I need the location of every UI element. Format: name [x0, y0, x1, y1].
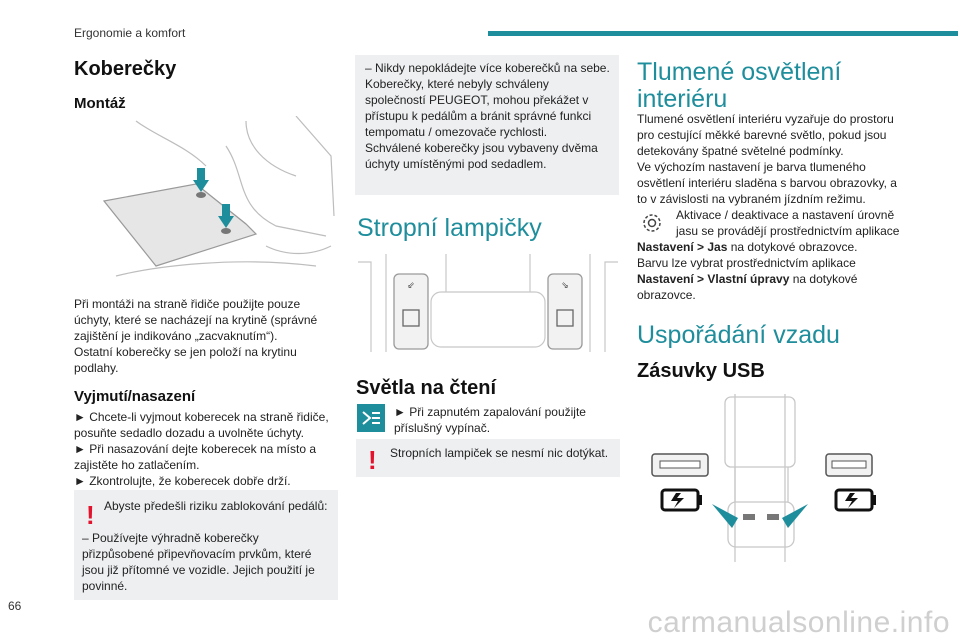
usb-sockets-illustration: [640, 392, 880, 570]
tlumene-paragraph-3c: na dotykové obrazovce.: [730, 240, 858, 254]
usb-sockets-drawing: [640, 392, 880, 570]
info-box-mats: [355, 55, 619, 195]
vyjmuti-step-2: ► Při nasazování dejte koberecek na místo a zajistěte ho zatlačením.: [74, 442, 317, 472]
ceiling-lamp-illustration: [356, 252, 620, 362]
lamps-warning-text: Stropních lampiček se nesmí nic dotýkat.: [390, 446, 609, 460]
section-title-koberecky: Koberečky: [74, 58, 177, 80]
menu-path-vlastni-upravy: Nastavení > Vlastní úpravy: [637, 272, 790, 286]
info-box-line-1: – Nikdy nepokládejte více koberečků na sebe.: [365, 61, 610, 75]
section-title-stropni-lampicky: Stropní lampičky: [357, 214, 542, 242]
svg-text:⇙: ⇙: [407, 281, 415, 291]
tlumene-paragraph-3a: Aktivace / deaktivace a nastavení úrovně jasu se provádějí prostřednictvím aplikace: [676, 208, 900, 238]
vyjmuti-step-3: ► Zkontrolujte, že koberecek dobře drží.: [74, 474, 291, 488]
pointer-arrow-left: [712, 504, 738, 528]
page-number: 66: [8, 599, 22, 613]
menu-path-jas: Nastavení > Jas: [637, 240, 728, 254]
info-box-line-2: Koberečky, které nebyly schváleny společností PEUGEOT, mohou překážet v přístupu k pedálům a bránit správné funkci tempomatu / omezovače rychlosti.: [365, 77, 592, 139]
floor-mat-drawing: [96, 116, 336, 286]
tlumene-paragraph-4c: na dotykové obrazovce.: [637, 272, 858, 302]
montaz-paragraph-1: Při montáži na straně řidiče použijte pouze úchyty, které se nacházejí na krytině (správné zajištění je indikováno „zacvaknutím“).: [74, 297, 318, 343]
vyjmuti-step-1: ► Chcete-li vyjmout koberecek na straně řidiče, posuňte sedadlo dozadu a uvolněte úchyty.: [74, 410, 329, 440]
tlumene-paragraph-4a: Barvu lze vybrat prostřednictvím aplikace: [637, 256, 856, 270]
usb-title: Zásuvky USB: [637, 360, 765, 382]
ceiling-lamp-drawing: [356, 252, 620, 362]
tlumene-paragraph-2: Ve výchozím nastavení je barva tlumeného osvětlení interiéru sladěna s barvou obrazovky, a to v závislosti na vybraném jízdním režimu.: [637, 160, 897, 206]
svg-text:⇘: ⇘: [561, 281, 569, 291]
watermark: carmanualsonline.info: [647, 606, 950, 639]
battery-charge-icon: [836, 490, 876, 510]
warning-box-pedals: [74, 490, 338, 600]
section-title-tlumene-osvetleni: Tlumené osvětlení interiéru: [637, 58, 842, 113]
usb-port-right: [826, 454, 872, 476]
usb-port-left: [652, 454, 708, 476]
reading-lamp-right: [548, 274, 582, 349]
warning-icon: !: [86, 500, 95, 530]
header-accent-bar: [488, 31, 958, 36]
pointer-arrow-right: [782, 504, 808, 528]
reading-light-icon: [357, 404, 385, 432]
running-header: Ergonomie a komfort: [74, 26, 186, 40]
reading-lamp-left: [394, 274, 428, 349]
svetla-instruction: ► Při zapnutém zapalování použijte příslušný vypínač.: [394, 405, 586, 435]
vyjmuti-heading: Vyjmutí/nasazení: [74, 388, 196, 405]
montaz-paragraph-2: Ostatní koberečky se jen položí na krytinu podlahy.: [74, 345, 297, 375]
battery-charge-icon: [662, 490, 702, 510]
warning-box-lamps: [356, 439, 620, 477]
info-box-line-3: Schválené koberečky jsou vybaveny dvěma úchyty umístěnými pod sedadlem.: [365, 141, 598, 171]
gear-icon: [638, 209, 666, 237]
montaz-heading: Montáž: [74, 95, 126, 112]
section-title-usporadani-vzadu: Uspořádání vzadu: [637, 321, 840, 349]
floor-mat-illustration: [96, 116, 336, 286]
warning-text-2: – Používejte výhradně koberečky přizpůsobené připevňovacím prvkům, které jsou již přítomné ve vozidle. Jejich použití je povinné.: [82, 531, 315, 593]
warning-text-1: Abyste předešli riziku zablokování pedálů:: [104, 499, 328, 513]
svetla-title: Světla na čtení: [356, 377, 497, 399]
warning-icon: !: [368, 445, 377, 475]
tlumene-paragraph-1: Tlumené osvětlení interiéru vyzařuje do prostoru pro cestující měkké barevné světlo, pokud jsou detekovány špatné světelné podmínky.: [637, 112, 894, 158]
